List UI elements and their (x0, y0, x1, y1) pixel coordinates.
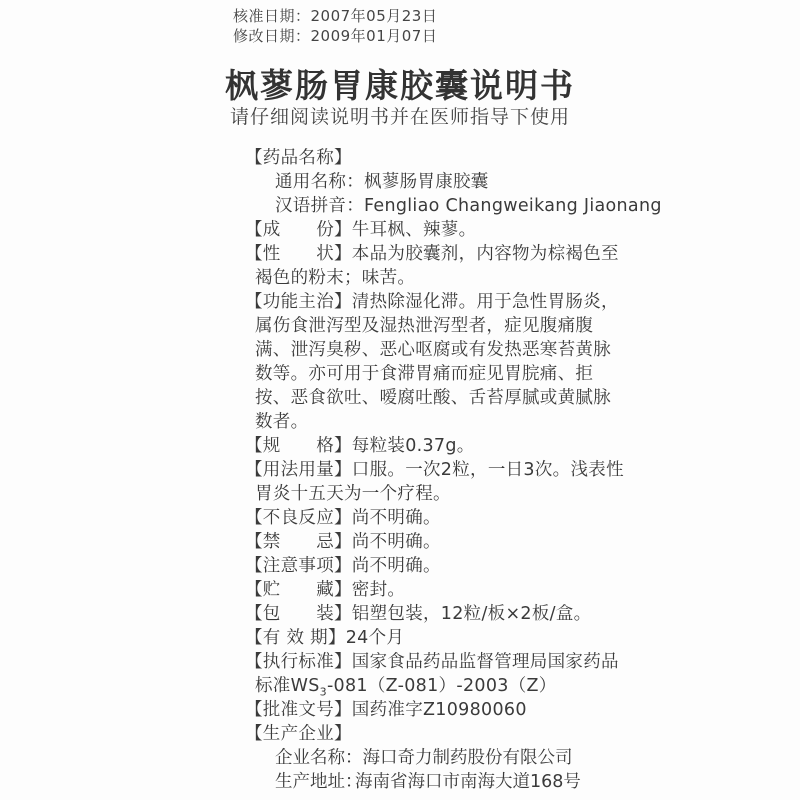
approval-number: 【批准文号】国药准字Z10980060 (245, 700, 527, 720)
dosage-line-2: 胃炎十五天为一个疗程。 (255, 484, 451, 504)
indications-line-2: 属伤食泄泻型及湿热泄泻型者，症见腹痛腹 (255, 316, 594, 336)
standard-subscript: 3 (319, 685, 327, 699)
indications-line-6: 数者。 (255, 412, 309, 432)
packaging: 【包 装】铝塑包装，12粒/板×2板/盒。 (245, 604, 592, 624)
indications-line-3: 满、泄泻臭秽、恶心呕腐或有发热恶寒苔黄脉 (255, 340, 611, 360)
revision-date: 修改日期：2009年01月07日 (233, 27, 438, 45)
manufacturer-heading: 【生产企业】 (245, 724, 352, 744)
standard-line-1: 【执行标准】国家食品药品监督管理局国家药品 (245, 652, 619, 672)
pinyin-name: 汉语拼音：Fengliao Changweikang Jiaonang (275, 196, 662, 216)
approval-date: 核准日期：2007年05月23日 (233, 7, 438, 25)
address-label: 生产地址： (275, 772, 363, 792)
validity: 【有 效 期】24个月 (245, 628, 405, 648)
storage: 【贮 藏】密封。 (245, 580, 406, 600)
indications-line-1: 【功能主治】清热除湿化滞。用于急性胃肠炎， (245, 292, 619, 312)
specification: 【规 格】每粒装0.37g。 (245, 436, 475, 456)
company-name: 企业名称：海口奇力制药股份有限公司 (275, 748, 573, 768)
contraindications: 【禁 忌】尚不明确。 (245, 532, 441, 552)
precautions: 【注意事项】尚不明确。 (245, 556, 441, 576)
indications-line-5: 按、恶食欲吐、嗳腐吐酸、舌苔厚腻或黄腻脉 (255, 388, 611, 408)
description-line-1: 【性 状】本品为胶囊剂，内容物为棕褐色至 (245, 244, 619, 264)
address-line-1: 海南省海口市南海大道168号 (355, 772, 581, 792)
drug-name-heading: 【药品名称】 (245, 148, 352, 168)
description-line-2: 褐色的粉末；味苦。 (255, 268, 416, 288)
document-subtitle: 请仔细阅读说明书并在医师指导下使用 (229, 106, 570, 128)
generic-name: 通用名称：枫蓼肠胃康胶囊 (275, 172, 489, 192)
ingredients: 【成 份】牛耳枫、辣蓼。 (245, 220, 477, 240)
adverse-reactions: 【不良反应】尚不明确。 (245, 508, 441, 528)
indications-line-4: 数等。亦可用于食滞胃痛而症见胃脘痛、拒 (255, 364, 594, 384)
dosage-line-1: 【用法用量】口服。一次2粒，一日3次。浅表性 (245, 460, 624, 480)
standard-prefix: 标准WS (255, 676, 320, 696)
standard-suffix: -081（Z-081）-2003（Z） (326, 676, 557, 696)
document-title: 枫蓼肠胃康胶囊说明书 (225, 66, 575, 105)
